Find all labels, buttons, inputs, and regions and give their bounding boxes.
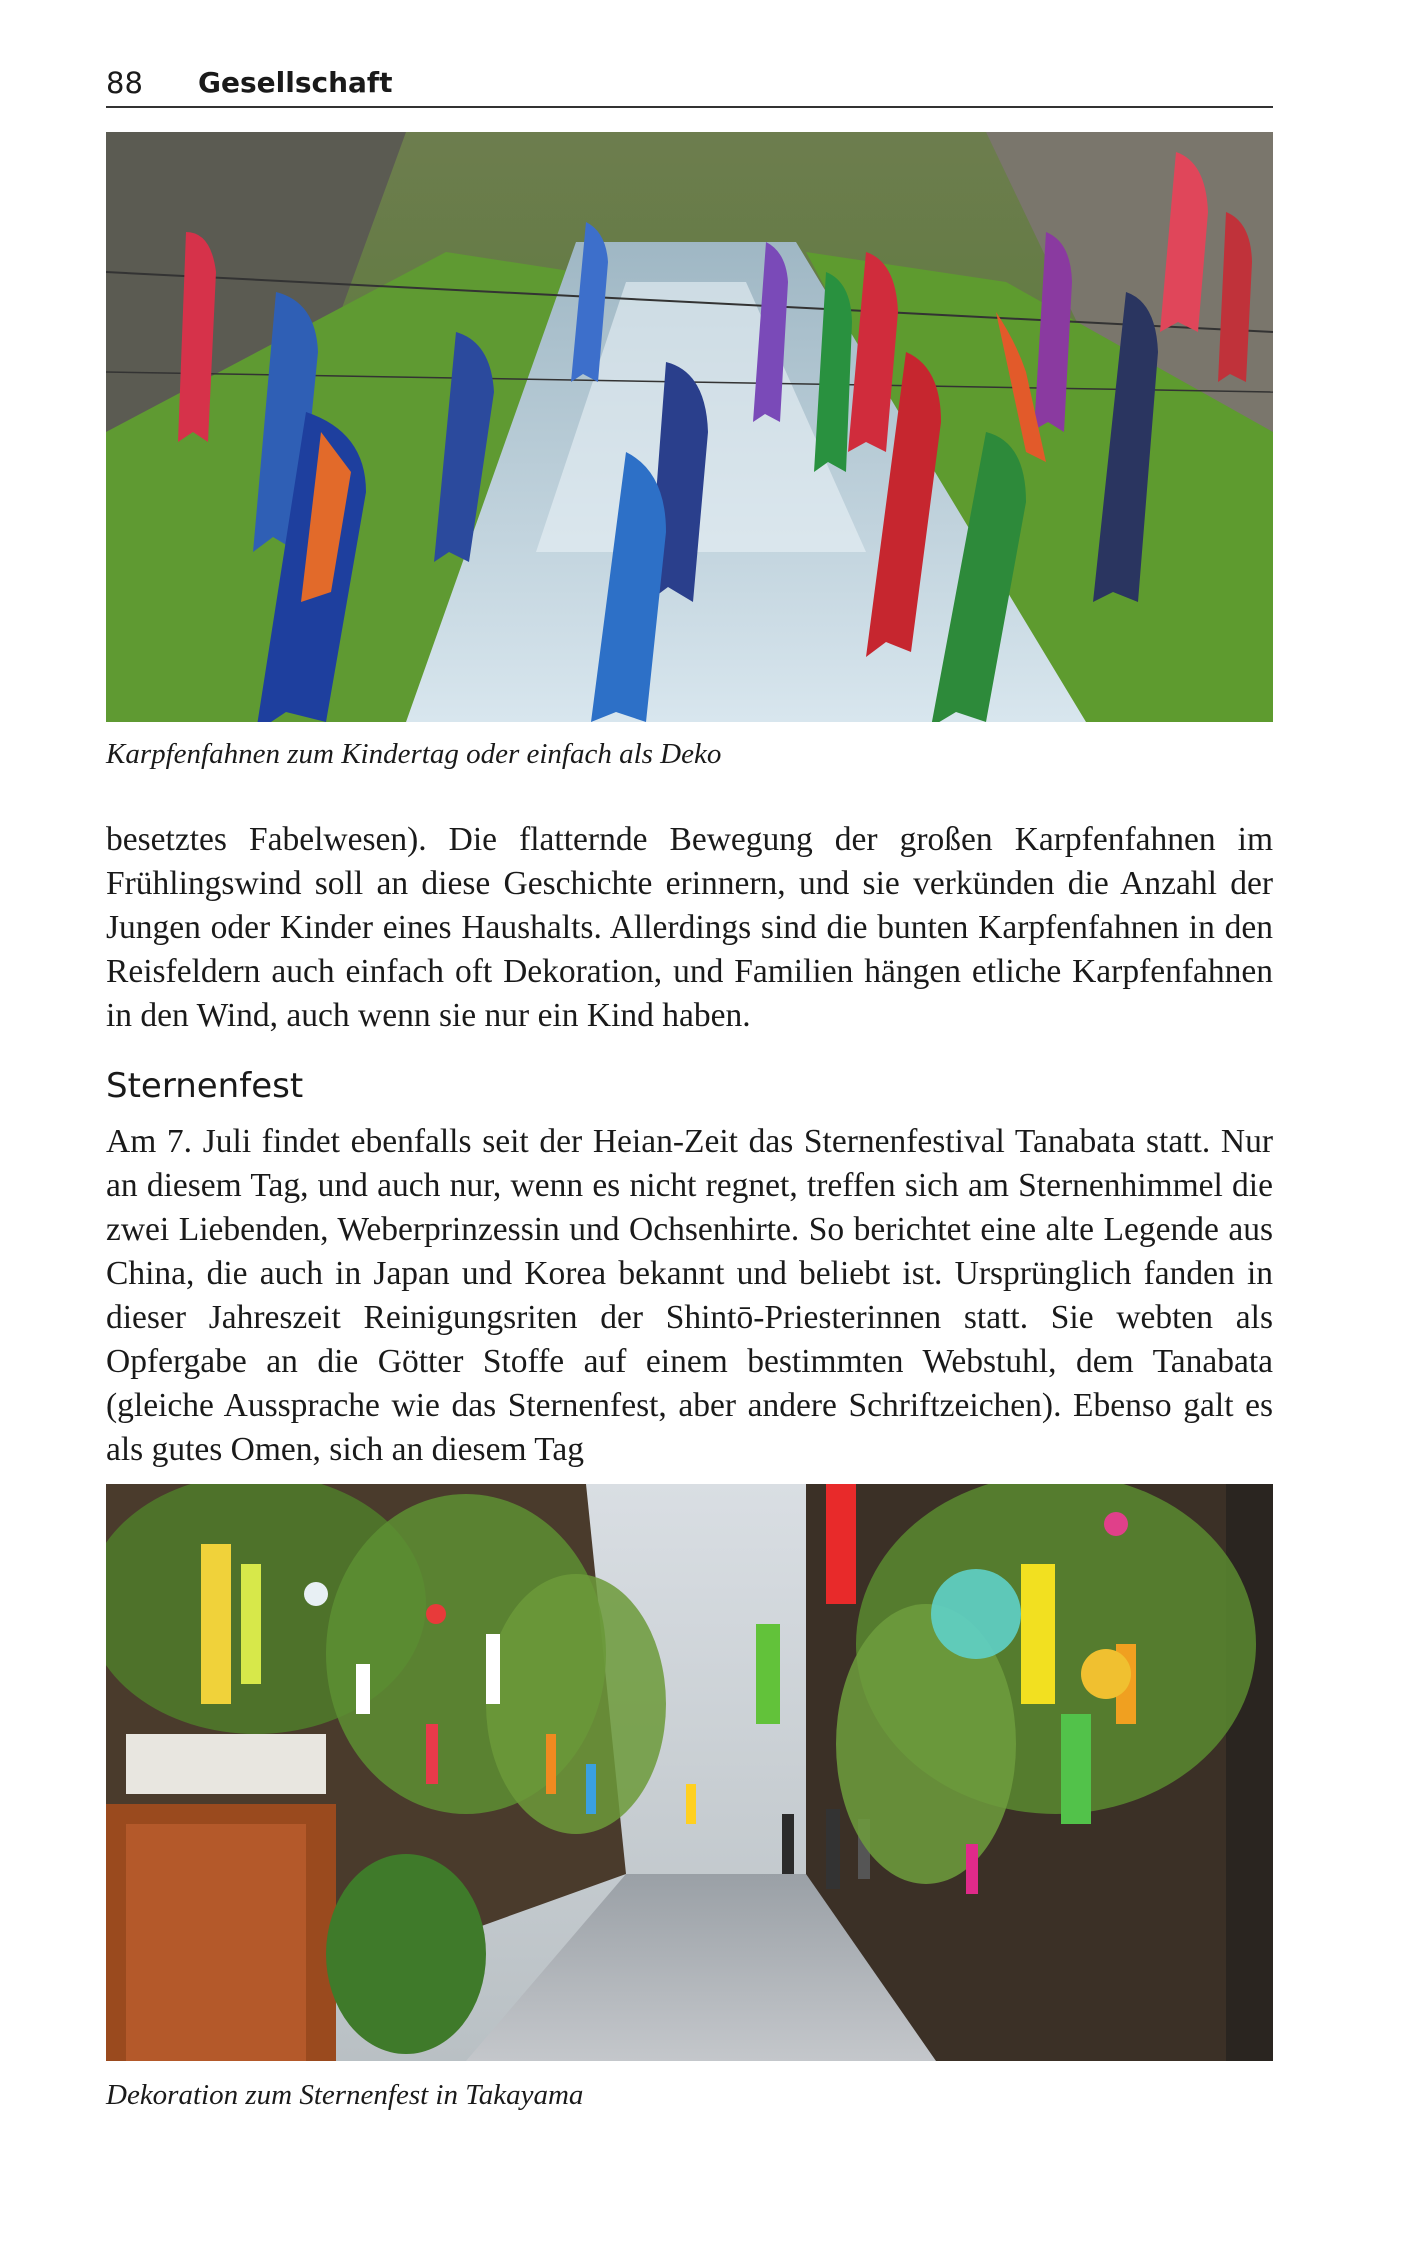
subheading: Sternenfest [106, 1066, 304, 1106]
body-paragraph: besetztes Fabelwesen). Die flatternde Bewegung der großen Karpfenfahnen im Frühlingswind soll an diese Geschichte erinnern, und sie verkünden die Anzahl der Jungen oder Kinder eines Haushalts. Allerdings sind die bunten Karpfenfahnen in den Reisfeldern auch einfach oft Dekoration, und Familien hängen etliche Karpfenfahnen in den Wind, auch wenn sie nur ein Kind haben. [106, 821, 1273, 1034]
page-number: 88 [106, 66, 143, 100]
running-header [106, 66, 1273, 108]
tanabata-street-photo [106, 1484, 1273, 2061]
body-paragraph: Am 7. Juli findet ebenfalls seit der Heian-Zeit das Sternenfestival Tanabata statt. Nur an diesem Tag, und auch nur, wenn es nicht regnet, treffen sich am Sternenhimmel die zwei Liebenden, Weberprinzessin und Ochsenhirte. So berichtet eine alte Legende aus China, die auch in Japan und Korea bekannt und beliebt ist. Ursprünglich fanden in dieser Jahreszeit Reinigungsriten der Shintō-Priesterinnen statt. Sie webten als Opfergabe an die Götter Stoffe auf einem bestimmten Webstuhl, dem Tanabata (gleiche Aussprache wie das Sternenfest, aber andere Schriftzeichen). Ebenso galt es als gutes Omen, sich an diesem Tag [106, 1123, 1273, 1468]
figure-caption: Karpfenfahnen zum Kindertag oder einfach als Deko [106, 738, 722, 770]
carp-streamers-photo [106, 132, 1273, 722]
figure-caption: Dekoration zum Sternenfest in Takayama [106, 2079, 584, 2111]
section-title: Gesellschaft [198, 66, 393, 99]
